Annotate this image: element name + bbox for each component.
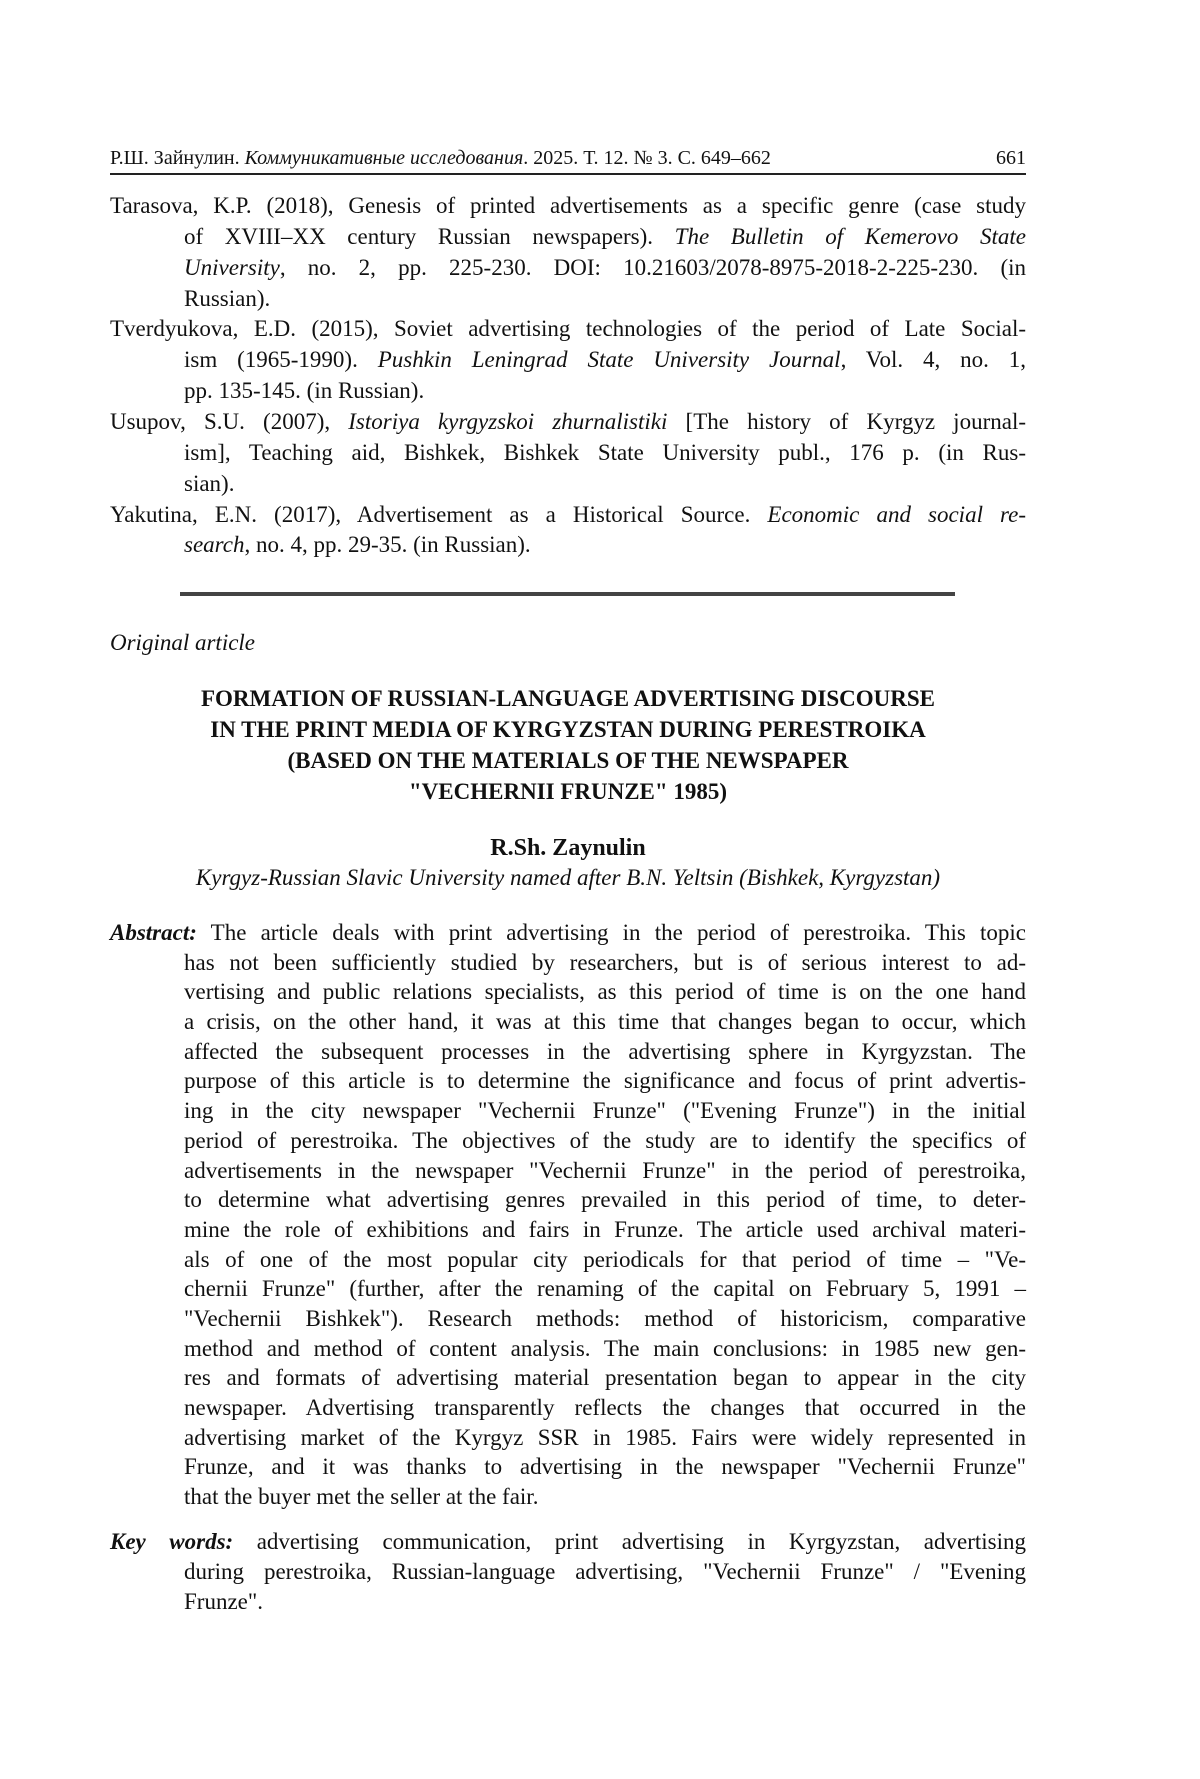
abstract-line (184, 1393, 1026, 1423)
reference-entry (110, 500, 1026, 562)
reference-text: ism], Teaching aid, Bishkek, Bishkek State University publ., 176 p. (in Rus- (184, 439, 1026, 465)
keywords-text: Frunze". (184, 1589, 264, 1614)
reference-text: sian). (184, 470, 235, 496)
header-rule (110, 173, 1026, 175)
abstract-line (184, 977, 1026, 1007)
reference-line (184, 284, 1026, 315)
abstract (110, 918, 1026, 1512)
abstract-text: advertising market of the Kyrgyz SSR in 1985. Fairs were widely represented in (184, 1424, 1026, 1450)
reference-line (184, 530, 1026, 561)
section-separator (180, 592, 955, 596)
title-line: "VECHERNII FRUNZE" 1985) (408, 779, 728, 804)
running-author: Р.Ш. Зайнулин. (110, 147, 240, 169)
abstract-text: to determine what advertising genres prevailed in this period of time, to deter- (184, 1187, 1026, 1213)
abstract-text: vertising and public relations specialists, as this period of time is on the one hand (184, 979, 1026, 1005)
abstract-text: advertisements in the newspaper "Vechernii Frunze" in the period of perestroika, (184, 1157, 1026, 1183)
reference-list (110, 191, 1026, 561)
abstract-line (184, 1423, 1026, 1453)
reference-text: , no. 2, pp. 225-230. DOI: 10.21603/2078-8975-2018-2-225-230. (in (279, 254, 1026, 280)
abstract-text: purpose of this article is to determine the significance and focus of print advertis- (184, 1068, 1026, 1094)
reference-line (184, 469, 1026, 500)
abstract-line (184, 1126, 1026, 1156)
running-header (110, 144, 1026, 172)
abstract-line (184, 1245, 1026, 1275)
reference-line (184, 222, 1026, 253)
reference-line (110, 500, 1026, 531)
reference-text: Yakutina, E.N. (2017), Advertisement as a Historical Source. (110, 501, 768, 527)
reference-text: ism (1965-1990). (184, 347, 378, 373)
title-line: (BASED ON THE MATERIALS OF THE NEWSPAPER (287, 748, 849, 773)
abstract-line (184, 948, 1026, 978)
reference-entry (110, 191, 1026, 314)
abstract-line (184, 1007, 1026, 1037)
reference-title: Economic and social re- (767, 501, 1026, 527)
page-number: 661 (996, 147, 1026, 169)
reference-line (184, 253, 1026, 284)
reference-text: Usupov, S.U. (2007), (110, 409, 349, 435)
author-affiliation: Kyrgyz-Russian Slavic University named after B.N. Yeltsin (Bishkek, Kyrgyzstan) (195, 865, 941, 890)
abstract-text: als of one of the most popular city periodicals for that period of time – "Ve- (184, 1246, 1026, 1272)
abstract-line (110, 918, 1026, 948)
keywords-line (184, 1557, 1026, 1587)
reference-entry (110, 407, 1026, 500)
title-line: IN THE PRINT MEDIA OF KYRGYZSTAN DURING PERESTROIKA (210, 717, 926, 742)
keywords-line (110, 1527, 1026, 1557)
abstract-text: Frunze, and it was thanks to advertising in the newspaper "Vechernii Frunze" (184, 1454, 1026, 1480)
reference-text: , Vol. 4, no. 1, (840, 347, 1026, 373)
running-journal: Коммуникативные исследования (244, 147, 524, 169)
reference-line (184, 438, 1026, 469)
abstract-text: chernii Frunze" (further, after the renaming of the capital on February 5, 1991 – (184, 1276, 1026, 1302)
keywords-text: during perestroika, Russian-language advertising, "Vechernii Frunze" / "Evening (184, 1559, 1026, 1584)
keywords-text: advertising communication, print advertising in Kyrgyzstan, advertising (233, 1529, 1026, 1554)
abstract-text: The article deals with print advertising in the period of perestroika. This topic (196, 920, 1026, 945)
reference-text: Tverdyukova, E.D. (2015), Soviet advertising technologies of the period of Late Social- (110, 316, 1026, 342)
reference-line (184, 345, 1026, 376)
keywords (110, 1527, 1026, 1617)
abstract-text: res and formats of advertising material presentation began to appear in the city (184, 1365, 1026, 1391)
reference-text: pp. 135-145. (in Russian). (184, 378, 425, 404)
reference-title: search (184, 532, 245, 558)
abstract-line (184, 1304, 1026, 1334)
reference-entry (110, 314, 1026, 407)
abstract-line (184, 1096, 1026, 1126)
title-line: FORMATION OF RUSSIAN-LANGUAGE ADVERTISING DISCOURSE (200, 686, 935, 711)
abstract-line (184, 1274, 1026, 1304)
abstract-text: that the buyer met the seller at the fair. (184, 1484, 539, 1510)
reference-title: University (184, 254, 280, 280)
abstract-line (184, 1185, 1026, 1215)
abstract-text: method and method of content analysis. The main conclusions: in 1985 new gen- (184, 1335, 1026, 1361)
abstract-line (184, 1156, 1026, 1186)
keywords-label: Key words: (110, 1529, 234, 1554)
abstract-line (184, 1482, 1026, 1512)
reference-text: [The history of Kyrgyz journal- (667, 409, 1026, 435)
abstract-line (184, 1037, 1026, 1067)
abstract-line (184, 1363, 1026, 1393)
running-issue: . 2025. Т. 12. № 3. С. 649–662 (523, 147, 771, 169)
abstract-text: ing in the city newspaper "Vechernii Frunze" ("Evening Frunze") in the initial (184, 1098, 1026, 1124)
reference-text: Russian). (184, 285, 271, 311)
reference-text: Tarasova, K.P. (2018), Genesis of printed advertisements as a specific genre (case study (110, 193, 1026, 218)
abstract-text: mine the role of exhibitions and fairs in Frunze. The article used archival materi- (184, 1216, 1026, 1242)
abstract-text: newspaper. Advertising transparently reflects the changes that occurred in the (184, 1395, 1026, 1420)
reference-title: Pushkin Leningrad State University Journal (377, 347, 841, 373)
abstract-text: a crisis, on the other hand, it was at this time that changes began to occur, which (184, 1009, 1026, 1035)
abstract-text: period of perestroika. The objectives of the study are to identify the specifics of (184, 1127, 1026, 1153)
reference-line (110, 191, 1026, 222)
abstract-text: has not been sufficiently studied by researchers, but is of serious interest to ad- (184, 949, 1026, 975)
abstract-text: affected the subsequent processes in the advertising sphere in Kyrgyzstan. The (184, 1038, 1026, 1064)
abstract-line (184, 1334, 1026, 1364)
abstract-line (184, 1452, 1026, 1482)
keywords-line (184, 1587, 1026, 1617)
abstract-label: Abstract: (110, 920, 197, 945)
article-title (110, 683, 1026, 807)
reference-text: of XVIII–XX century Russian newspapers). (184, 223, 675, 249)
reference-line (184, 376, 1026, 407)
reference-title: Istoriya kyrgyzskoi zhurnalistiki (348, 409, 668, 435)
abstract-line (184, 1066, 1026, 1096)
article-type-label: Original article (110, 630, 256, 655)
reference-title: The Bulletin of Kemerovo State (674, 223, 1027, 249)
abstract-line (184, 1215, 1026, 1245)
reference-line (110, 314, 1026, 345)
reference-text: , no. 4, pp. 29-35. (in Russian). (244, 532, 531, 558)
reference-line (110, 407, 1026, 438)
author-name: R.Sh. Zaynulin (490, 835, 646, 861)
abstract-text: "Vechernii Bishkek"). Research methods: method of historicism, comparative (184, 1305, 1026, 1331)
